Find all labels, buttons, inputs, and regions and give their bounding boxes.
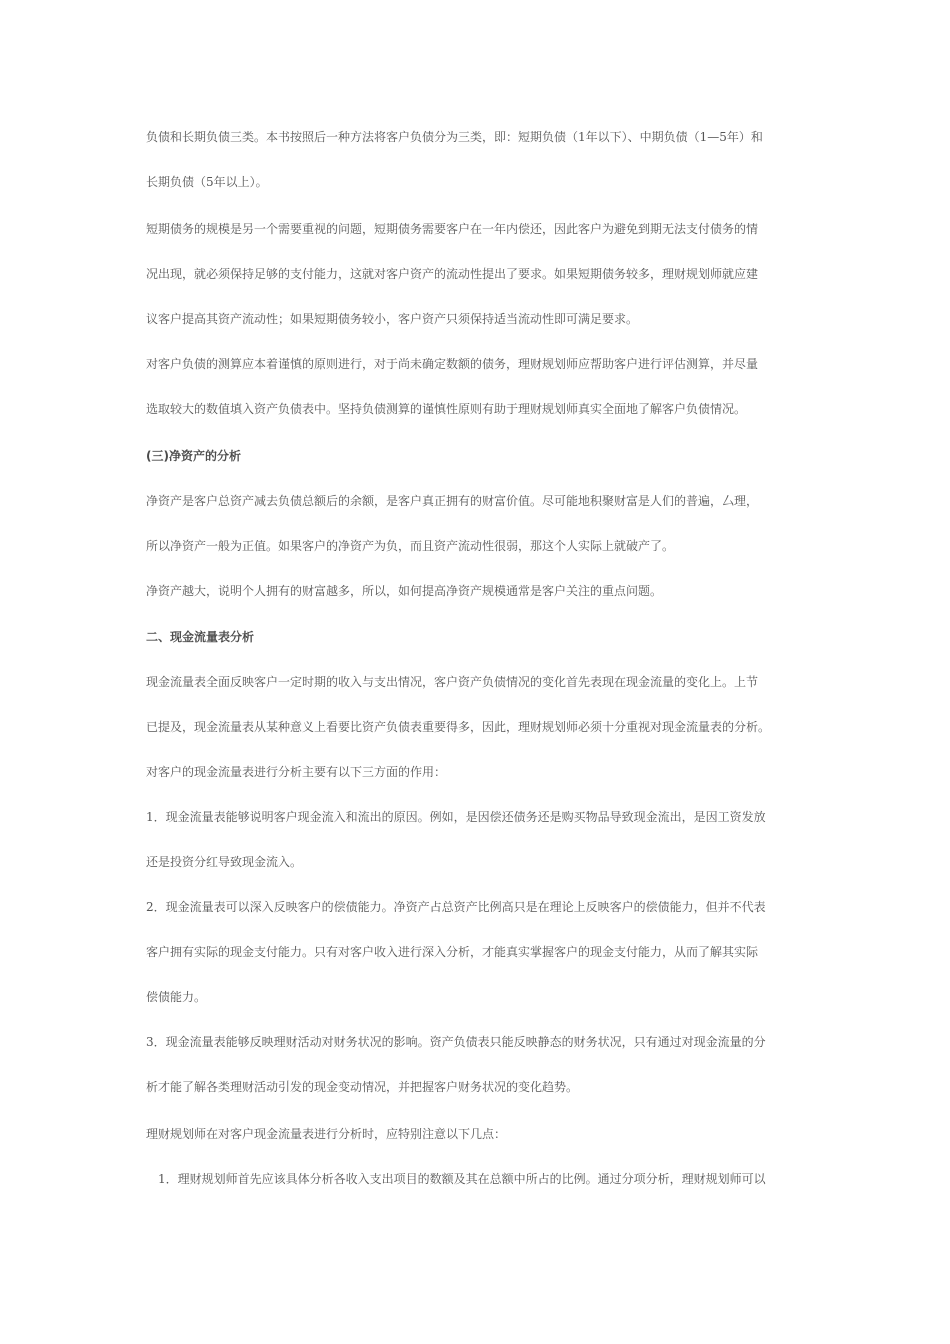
paragraph-line: 长期负债（5年以上）。 bbox=[146, 175, 268, 189]
list-item-line: 3．现金流量表能够反映理财活动对财务状况的影响。资产负债表只能反映静态的财务状况，只有通过对现金流量的分 bbox=[146, 1035, 766, 1049]
list-item-line: 客户拥有实际的现金支付能力。只有对客户收入进行深入分析，才能真实掌握客户的现金支付能力，从而了解其实际 bbox=[146, 945, 759, 959]
paragraph-line: 况出现，就必须保持足够的支付能力，这就对客户资产的流动性提出了要求。如果短期债务较多，理财规划师就应建 bbox=[146, 267, 759, 281]
list-item-line: 1．现金流量表能够说明客户现金流入和流出的原因。例如，是因偿还债务还是购买物品导致现金流出，是因工资发放 bbox=[146, 810, 766, 824]
section-heading-net-assets: (三)净资产的分析 bbox=[146, 449, 241, 463]
paragraph-line: 已提及，现金流量表从某种意义上看要比资产负债表重要得多，因此，理财规划师必须十分重视对现金流量表的分析。 bbox=[146, 720, 771, 734]
paragraph-line: 选取较大的数值填入资产负债表中。坚持负债测算的谨慎性原则有助于理财规划师真实全面地了解客户负债情况。 bbox=[146, 402, 747, 416]
paragraph-line: 现金流量表全面反映客户一定时期的收入与支出情况，客户资产负债情况的变化首先表现在现金流量的变化上。上节 bbox=[146, 675, 759, 689]
section-heading-cash-flow: 二、现金流量表分析 bbox=[146, 630, 255, 644]
list-item-line: 偿债能力。 bbox=[146, 990, 207, 1004]
paragraph-line: 理财规划师在对客户现金流量表进行分析时，应特别注意以下几点： bbox=[146, 1127, 507, 1141]
paragraph-line: 短期债务的规模是另一个需要重视的问题，短期债务需要客户在一年内偿还，因此客户为避免到期无法支付债务的情 bbox=[146, 222, 759, 236]
paragraph-line: 负债和长期负债三类。本书按照后一种方法将客户负债分为三类，即：短期负债（1年以下）、中期负债（1—5年）和 bbox=[146, 130, 763, 144]
paragraph-line: 净资产越大，说明个人拥有的财富越多，所以，如何提高净资产规模通常是客户关注的重点问题。 bbox=[146, 584, 663, 598]
list-item-line: 2．现金流量表可以深入反映客户的偿债能力。净资产占总资产比例高只是在理论上反映客户的偿债能力，但并不代表 bbox=[146, 900, 766, 914]
paragraph-line: 净资产是客户总资产减去负债总额后的余额，是客户真正拥有的财富价值。尽可能地积聚财富是人们的普遍，厶理， bbox=[146, 494, 759, 508]
paragraph-line: 对客户的现金流量表进行分析主要有以下三方面的作用： bbox=[146, 765, 447, 779]
list-item-line: 析才能了解各类理财活动引发的现金变动情况，并把握客户财务状况的变化趋势。 bbox=[146, 1080, 579, 1094]
list-item-line: 1．理财规划师首先应该具体分析各收入支出项目的数额及其在总额中所占的比例。通过分项分析，理财规划师可以 bbox=[158, 1172, 766, 1186]
paragraph-line: 对客户负债的测算应本着谨慎的原则进行，对于尚未确定数额的债务，理财规划师应帮助客户进行评估测算，并尽量 bbox=[146, 357, 759, 371]
list-item-line: 还是投资分红导致现金流入。 bbox=[146, 855, 303, 869]
paragraph-line: 所以净资产一般为正值。如果客户的净资产为负，而且资产流动性很弱，那这个人实际上就破产了。 bbox=[146, 539, 675, 553]
paragraph-line: 议客户提高其资产流动性；如果短期债务较小，客户资产只须保持适当流动性即可满足要求。 bbox=[146, 312, 639, 326]
